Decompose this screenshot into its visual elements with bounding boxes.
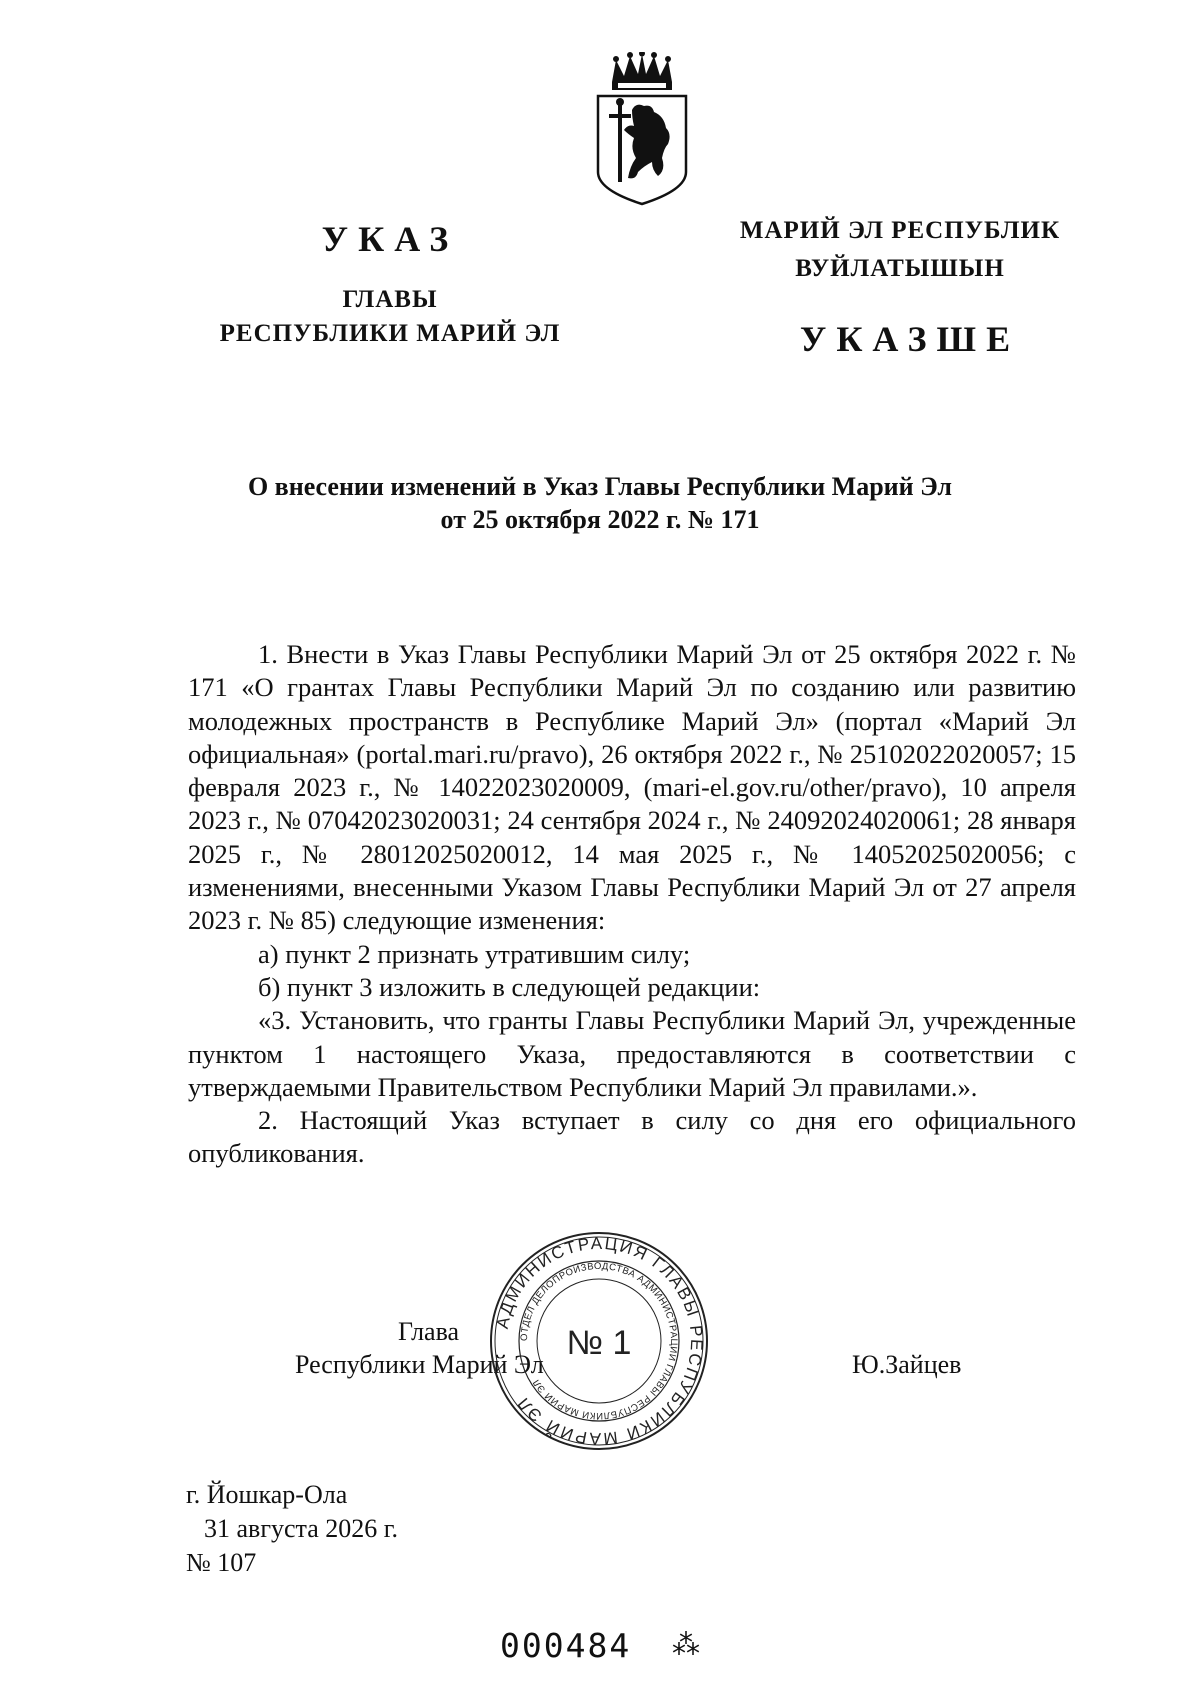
decree-title-left: УКАЗ: [321, 219, 459, 259]
decree-title-right-1: МАРИЙ ЭЛ РЕСПУБЛИК: [739, 217, 1061, 244]
coat-of-arms-icon: [592, 52, 692, 212]
issue-place: г. Йошкар-Ола: [186, 1480, 348, 1509]
document-body: [188, 638, 1076, 1171]
document-title-line2: от 25 октября 2022 г. № 171: [440, 505, 760, 534]
paragraph-quote: «3. Установить, что гранты Главы Республики Марий Эл, учрежденные пунктом 1 настоящего Указа, предоставляются в соответствии с утверждаемыми Правительством Республики Марий Эл правилами.».: [188, 1005, 1076, 1102]
signatory-name: Ю.Зайцев: [852, 1350, 962, 1379]
decree-subtitle-left-1: ГЛАВЫ: [342, 286, 438, 313]
decree-subtitle-left-2: РЕСПУБЛИКИ МАРИЙ ЭЛ: [219, 320, 561, 347]
serial-number: 000484: [500, 1626, 632, 1665]
svg-text:АДМИНИСТРАЦИЯ ГЛАВЫ РЕСПУБЛИКИ: АДМИНИСТРАЦИЯ ГЛАВЫ РЕСПУБЛИКИ МАРИЙ ЭЛ: [492, 1233, 707, 1449]
decree-number: № 107: [186, 1548, 257, 1577]
document-title-line1: О внесении изменений в Указ Главы Республики Марий Эл: [247, 472, 953, 501]
svg-text:№ 1: № 1: [566, 1324, 632, 1362]
paragraph-1b: б) пункт 3 изложить в следующей редакции:: [258, 971, 761, 1002]
svg-text:ОТДЕЛ ДЕЛОПРОИЗВОДСТВА АДМИНИС: ОТДЕЛ ДЕЛОПРОИЗВОДСТВА АДМИНИСТРАЦИИ ГЛАВЫ РЕСПУБЛИКИ МАРИЙ ЭЛ: [518, 1260, 680, 1422]
official-stamp: [488, 1230, 710, 1452]
signatory-title-line2: Республики Марий Эл: [295, 1350, 544, 1379]
issue-date: 31 августа 2026 г.: [204, 1514, 398, 1543]
decree-title-right-2: ВУЙЛАТЫШЫН: [795, 255, 1005, 282]
signatory-title-line1: Глава: [398, 1317, 460, 1346]
paragraph-1: 1. Внести в Указ Главы Республики Марий Эл от 25 октября 2022 г. № 171 «О грантах Главы Республики Марий Эл по созданию или развитию молодежных пространств в Республике Марий Эл» (портал «Марий Эл официальная» (portal.mari.ru/pravo), 26 октября 2022 г., № 25102022020057; 15 февраля 2023 г., № 14022023020009, (mari-el.gov.ru/other/pravo), 10 апреля 2023 г., № 07042023020031; 24 сентября 2024 г., № 24092024020061; 28 января 2025 г., № 28012025020012, 14 мая 2025 г., № 14052025020056; с изменениями, внесенными Указом Главы Республики Марий Эл от 27 апреля 2023 г. № 85) следующие изменения:: [188, 639, 1076, 936]
paragraph-1a: а) пункт 2 признать утратившим силу;: [258, 938, 691, 969]
paragraph-2: 2. Настоящий Указ вступает в силу со дня его официального опубликования.: [188, 1105, 1076, 1169]
decree-title-right-3: УКАЗШЕ: [799, 319, 1021, 359]
serial-mark-icon: ⁂: [672, 1630, 700, 1661]
